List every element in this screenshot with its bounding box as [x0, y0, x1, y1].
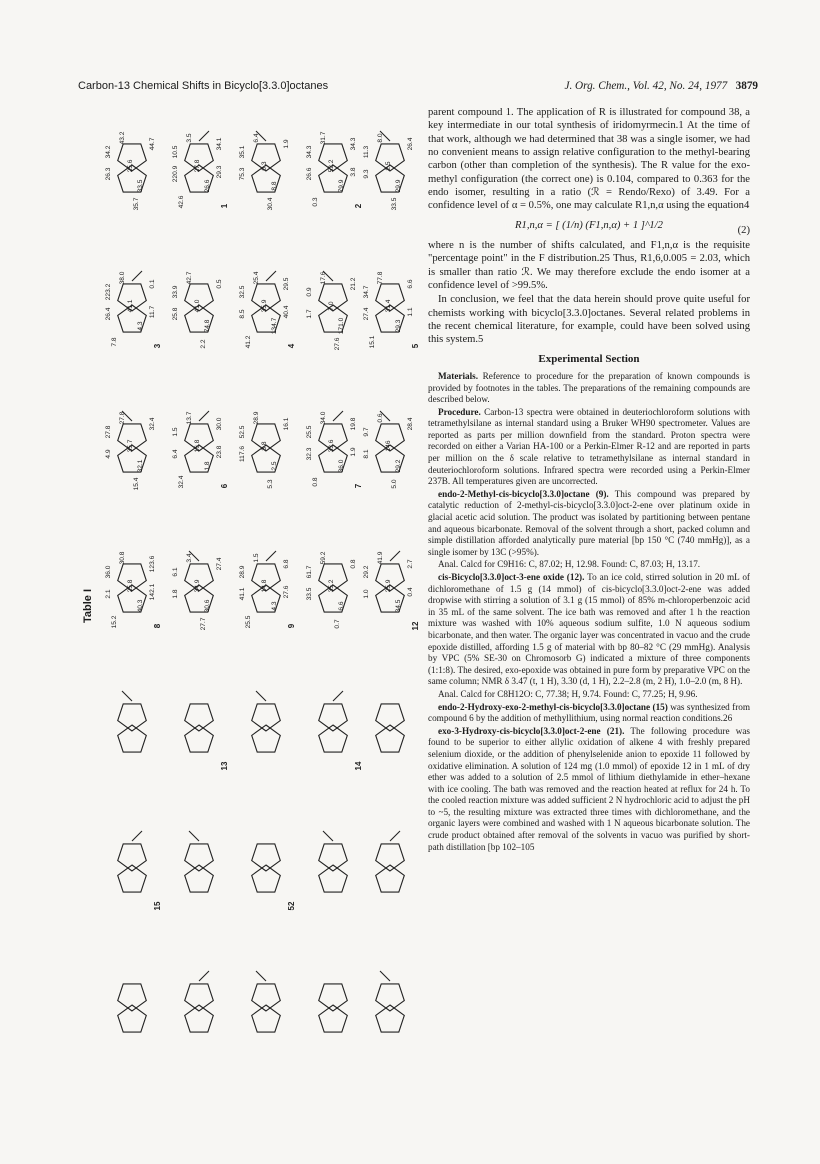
- compound-label: 8: [153, 623, 162, 629]
- ring-bottom: [319, 725, 348, 752]
- shift-value: 42.7: [186, 271, 193, 285]
- compound-label: 4: [287, 343, 296, 349]
- compound-21-lead: exo-3-Hydroxy-cis-bicyclo[3.3.0]oct-2-ene (21).: [438, 725, 625, 736]
- substituent-bond: [390, 551, 400, 561]
- ring-bottom: [376, 725, 405, 752]
- shift-value: 28.4: [407, 417, 414, 431]
- materials-lead: Materials.: [438, 370, 479, 381]
- shift-value: 1.8: [172, 589, 179, 599]
- shift-value: 21.2: [350, 277, 357, 291]
- shift-value: 8.1: [363, 449, 370, 459]
- shift-value: 16.1: [283, 417, 290, 431]
- shift-value: 33.5: [137, 179, 144, 193]
- ring-bottom: [319, 1005, 348, 1032]
- shift-value: 1.5: [172, 427, 179, 437]
- shift-value: 34.7: [363, 285, 370, 299]
- bicyclo-skeleton: [185, 704, 214, 752]
- shift-value: 29.3: [395, 319, 402, 333]
- paragraph-compound-21: [428, 726, 750, 854]
- shift-value: 26.6: [306, 167, 313, 181]
- shift-value: 6.1: [172, 567, 179, 577]
- article-text: [428, 106, 750, 854]
- shift-value: 134.7: [271, 317, 278, 335]
- shift-value: 26.4: [105, 307, 112, 321]
- shift-value: 223.2: [105, 283, 112, 301]
- shift-value: 25.8: [172, 307, 179, 321]
- shift-value: 1.0: [363, 589, 370, 599]
- shift-value: 44.7: [149, 137, 156, 151]
- shift-value: 13.7: [186, 411, 193, 425]
- ring-top: [376, 844, 405, 871]
- shift-value: 3.8: [350, 167, 357, 177]
- shift-value: 26.6: [204, 179, 211, 193]
- shift-value: 0.9: [306, 287, 313, 297]
- shift-value: 32.4: [149, 417, 156, 431]
- shift-value: 27.7: [200, 617, 207, 631]
- shift-value: 142.1: [149, 583, 156, 601]
- ring-bottom: [118, 725, 147, 752]
- substituent-bond: [333, 411, 343, 421]
- shift-value: 41.1: [127, 299, 134, 313]
- structure-table-drawing: [84, 110, 420, 1120]
- shift-value: 0.3: [261, 161, 268, 171]
- shift-value: 61.7: [306, 565, 313, 579]
- shift-value: 75.3: [239, 167, 246, 181]
- paragraph-compound-9: [428, 489, 750, 559]
- shift-value: 40.3: [137, 599, 144, 613]
- paragraph-procedure: [428, 407, 750, 488]
- bicyclo-skeleton: [185, 831, 214, 892]
- shift-value: 52.5: [239, 425, 246, 439]
- substituent-bond: [132, 271, 142, 281]
- ring-top: [118, 984, 147, 1011]
- bicyclo-skeleton: [252, 844, 281, 892]
- bicyclo-skeleton: [252, 971, 281, 1032]
- shift-value: 4.3: [271, 601, 278, 611]
- section-title: Experimental Section: [538, 352, 640, 365]
- shift-value: 42.6: [178, 195, 185, 209]
- shift-value: 43.2: [119, 131, 126, 145]
- shift-value: 6.6: [407, 279, 414, 289]
- shift-value: 32.1: [137, 459, 144, 473]
- shift-value: 8.5: [239, 309, 246, 319]
- shift-value: 1.9: [283, 139, 290, 149]
- shift-value: 2.5: [385, 161, 392, 171]
- shift-value: 28.9: [253, 411, 260, 425]
- shift-value: 29.3: [216, 165, 223, 179]
- shift-value: 10.5: [172, 145, 179, 159]
- shift-value: 11.7: [149, 305, 156, 319]
- equation-2: [428, 214, 750, 239]
- shift-value: 77.8: [377, 271, 384, 285]
- ring-top: [252, 984, 281, 1011]
- shift-value: 38.0: [119, 271, 126, 285]
- shift-value: 123.6: [149, 555, 156, 573]
- ring-bottom: [376, 865, 405, 892]
- compound-12-text: To an ice cold, stirred solution in 20 mL of dichloromethane of 1.5 g (14 mmol) of cis-bicyclo[3.3.0]oct-2-ene was added dropwise with stirring a solution of 3.1 g (15 mmol) of 85% m-chloroperbenzoic acid in 35 mL of the same solvent. The ice bath was removed and after 1 h the reaction mixture was washed with 10% aqueous sodium sulfite, 1.0 N aqueous sodium bicarbonate, and then water. The organic layer was concentrated in vacuo and the crude epoxide distilled, affording 1.5 g of material with bp 80–82 °C (29 mmHg). Analysis by VPC (5% SE-30 on Chromosorb G) indicated a mixture of three components (1:1:8). The desired, exo-epoxide was obtained in pure form by preparative VPC on the same column; NMR δ 3.47 (t, 1 H), 3.30 (d, 1 H), 2.2–2.8 (m, 2 H), 1.0–2.0 (m, 8 H).: [428, 572, 750, 687]
- procedure-lead: Procedure.: [438, 406, 481, 417]
- paragraph-materials: [428, 371, 750, 406]
- anal-compound-12: Anal. Calcd for C8H12O: C, 77.38; H, 9.74. Found: C, 77.25; H, 9.96.: [438, 688, 698, 699]
- bicyclo-skeleton: [319, 984, 348, 1032]
- shift-value: 2.5: [271, 461, 278, 471]
- substituent-bond: [199, 411, 209, 421]
- shift-value: 32.5: [239, 285, 246, 299]
- shift-value: 25.8: [127, 579, 134, 593]
- compound-label: 1: [220, 203, 229, 209]
- shift-value: 41.0: [194, 299, 201, 313]
- compound-label: 12: [411, 621, 420, 631]
- shift-value: 33.6: [328, 439, 335, 453]
- shift-value: 35.9: [261, 299, 268, 313]
- shift-value: 27.4: [363, 307, 370, 321]
- bicyclo-skeleton: [185, 971, 214, 1032]
- materials-text: Reference to procedure for the preparation of known compounds is provided by footnotes in the tables. The preparations of the remaining compounds are described below.: [428, 370, 750, 405]
- shift-value: 29.5: [283, 277, 290, 291]
- shift-value: 35.1: [239, 145, 246, 159]
- compound-15-lead: endo-2-Hydroxy-exo-2-methyl-cis-bicyclo[3.3.0]octane (15): [438, 701, 668, 712]
- shift-value: 29.2: [363, 565, 370, 579]
- shift-value: 25.4: [253, 271, 260, 285]
- shift-value: 171.0: [338, 317, 345, 335]
- paragraph-where: where n is the number of shifts calculated, and F1,n,α is the requisite "percentage point" in the F distribution.25 Thus, R1,6,0.005 = 2.03, which is smaller than ratio ℛ. We may therefore exclude the endo isomer at a confidence level of >99.5%.: [428, 239, 750, 291]
- ring-bottom: [185, 725, 214, 752]
- shift-value: 34.1: [216, 137, 223, 151]
- shift-value: 34.9: [194, 579, 201, 593]
- shift-value: 27.8: [119, 411, 126, 425]
- ring-top: [376, 984, 405, 1011]
- shift-value: 0.7: [334, 619, 341, 629]
- shift-value: 31.4: [385, 299, 392, 313]
- substituent-bond: [380, 971, 390, 981]
- shift-value: 30.0: [216, 417, 223, 431]
- shift-value: 1.9: [350, 447, 357, 457]
- shift-value: 27.8: [105, 425, 112, 439]
- paragraph-compound-12: [428, 572, 750, 688]
- shift-value: 35.2: [328, 579, 335, 593]
- shift-value: 41.9: [377, 551, 384, 565]
- shift-value: 0.3: [312, 197, 319, 207]
- shift-value: 31.7: [320, 131, 327, 145]
- shift-value: 34.3: [306, 145, 313, 159]
- shift-value: 6.4: [253, 133, 260, 143]
- running-title: Carbon-13 Chemical Shifts in Bicyclo[3.3.0]octanes: [78, 80, 329, 92]
- bicyclo-skeleton: [319, 691, 348, 752]
- shift-value: 0.4: [407, 587, 414, 597]
- shift-value: 4.3: [137, 321, 144, 331]
- ring-top: [118, 704, 147, 731]
- compound-label: 3: [153, 343, 162, 349]
- procedure-text: Carbon-13 spectra were obtained in deuteriochloroform solutions with tetramethylsilane as internal standard using a Bruker WH90 spectrometer. Values are reported as parts per million downfield from the standard. Proton spectra were recorded on either a Varian HA-100 or a Perkin-Elmer R-12 and are reported in parts per million on the δ scale relative to tetramethylsilane as internal standard in deuteriochloroform solutions. Infrared spectra were recorded using a Perkin-Elmer 237B. All temperatures given are uncorrected.: [428, 406, 750, 487]
- bicyclo-skeleton: [376, 831, 405, 892]
- shift-value: 35.7: [133, 197, 140, 211]
- compound-label: 14: [354, 761, 363, 771]
- bicyclo-skeleton: [118, 691, 147, 752]
- compound-label: 9: [287, 623, 296, 629]
- ring-bottom: [118, 865, 147, 892]
- substituent-bond: [132, 831, 142, 841]
- ring-top: [185, 704, 214, 731]
- compound-21-text: The following procedure was found to be superior to either allylic oxidation of alkene 4 with freshly prepared selenium dioxide, or the addition of phenylselenide anion to epoxide 11 followed by oxidative elimination. A solution of 124 mg (1.0 mmol) of epoxide 12 in 1 mL of dry ether was added to a solution of 2.5 mmol of lithium diethylamide in ether–hexane with ice cooling. The bath was removed and the reaction heated at reflux for 24 h. To the cooled reaction mixture was added sufficient 2 N hydrochloric acid to adjust the pH to ~5, the resulting mixture was extracted three times with dichloromethane, and the organic layers were combined and washed with 1 N aqueous bicarbonate solution. The crude product obtained after removal of the solvents in vacuo was purified by short-path distillation [bp 102–105: [428, 725, 750, 852]
- compound-label: 5: [411, 343, 420, 349]
- ring-bottom: [252, 1005, 281, 1032]
- shift-value: 0.8: [312, 477, 319, 487]
- shift-value: 29.9: [395, 179, 402, 193]
- page-header: [78, 80, 758, 100]
- shift-value: 34.5: [395, 599, 402, 613]
- compound-15-text: was synthesized from compound 6 by the addition of methyllithium, using normal reaction conditions.26: [428, 701, 751, 724]
- ring-top: [319, 844, 348, 871]
- shift-value: 0.6: [377, 413, 384, 423]
- shift-value: 14.8: [261, 579, 268, 593]
- shift-value: 41.1: [239, 587, 246, 601]
- shift-value: 6.6: [338, 601, 345, 611]
- shift-value: 8.8: [271, 181, 278, 191]
- bicyclo-skeleton: [252, 691, 281, 752]
- shift-value: 33.9: [172, 285, 179, 299]
- shift-value: 4.9: [105, 449, 112, 459]
- shift-value: 11.3: [363, 145, 370, 159]
- ring-bottom: [185, 865, 214, 892]
- compound-12-lead: cis-Bicyclo[3.3.0]oct-3-ene oxide (12).: [438, 572, 585, 582]
- shift-value: 36.0: [105, 565, 112, 579]
- substituent-bond: [122, 691, 132, 701]
- shift-value: 30.6: [204, 599, 211, 613]
- shift-value: 3.4: [186, 553, 193, 563]
- shift-value: 35.7: [127, 439, 134, 453]
- ring-top: [319, 984, 348, 1011]
- shift-value: 34.0: [320, 411, 327, 425]
- shift-value: 0.8: [350, 559, 357, 569]
- ring-bottom: [252, 725, 281, 752]
- shift-value: 40.4: [283, 305, 290, 319]
- shift-value: 1.8: [204, 461, 211, 471]
- anal-compound-9: Anal. Calcd for C9H16: C, 87.02; H, 12.98. Found: C, 87.03; H, 13.17.: [438, 559, 701, 570]
- substituent-bond: [199, 971, 209, 981]
- shift-value: 27.6: [283, 585, 290, 599]
- shift-value: 29.2: [395, 459, 402, 473]
- shift-value: 15.1: [369, 335, 376, 349]
- ring-top: [252, 704, 281, 731]
- shift-value: 1.5: [253, 553, 260, 563]
- journal-name: J. Org. Chem., Vol. 42, No. 24, 1977: [564, 80, 728, 92]
- paragraph-conclusion: In conclusion, we feel that the data herein should prove quite useful for chemists working with bicyclo[3.3.0]octanes. Several related problems in the recent chemical literature, for example, could have been solved using this system.5: [428, 294, 750, 346]
- ring-top: [252, 844, 281, 871]
- paragraph-compound-15: [428, 702, 750, 725]
- ring-top: [185, 984, 214, 1011]
- compound-label: 2: [354, 203, 363, 209]
- substituent-bond: [333, 691, 343, 701]
- shift-value: 32.4: [178, 475, 185, 489]
- ring-bottom: [118, 1005, 147, 1032]
- shift-value: 6.8: [283, 559, 290, 569]
- substituent-bond: [266, 551, 276, 561]
- shift-value: 79.9: [338, 179, 345, 193]
- shift-value: 30.8: [119, 551, 126, 565]
- substituent-bond: [256, 971, 266, 981]
- shift-value: 26.4: [407, 137, 414, 151]
- shift-value: 52.2: [328, 159, 335, 173]
- shift-value: 27.6: [334, 337, 341, 351]
- substituent-bond: [199, 131, 209, 141]
- compound-label: 15: [153, 901, 162, 911]
- compound-label: 13: [220, 761, 229, 771]
- bicyclo-skeleton: [376, 704, 405, 752]
- shift-value: 25.5: [245, 615, 252, 629]
- structure-table: [84, 110, 420, 1120]
- shift-value: 9.7: [363, 427, 370, 437]
- bicyclo-skeleton: [118, 984, 147, 1032]
- compound-label: 7: [354, 483, 363, 489]
- shift-value: 27.4: [216, 557, 223, 571]
- shift-value: 34.2: [105, 145, 112, 159]
- shift-value: 26.3: [105, 167, 112, 181]
- journal-citation: [565, 80, 759, 92]
- shift-value: 2.2: [200, 339, 207, 349]
- ring-top: [118, 844, 147, 871]
- table-label: Table I: [82, 588, 94, 624]
- shift-value: 1.1: [407, 307, 414, 317]
- shift-value: 7.8: [111, 337, 118, 347]
- substituent-bond: [390, 831, 400, 841]
- ring-bottom: [185, 1005, 214, 1032]
- shift-value: 8.0: [377, 133, 384, 143]
- shift-value: 7.0: [328, 301, 335, 311]
- shift-value: 36.0: [338, 459, 345, 473]
- equation-number: (2): [737, 224, 750, 236]
- shift-value: 19.8: [350, 417, 357, 431]
- shift-value: 5.0: [391, 479, 398, 489]
- shift-value: 25.9: [385, 579, 392, 593]
- equation-body: R1,n,α = [ (1/n) (F1,n,α) + 1 ]^1/2: [515, 219, 663, 231]
- shift-value: 27.8: [194, 159, 201, 173]
- shift-value: 30.4: [267, 197, 274, 211]
- shift-value: 25.6: [127, 159, 134, 173]
- shift-value: 9.3: [363, 169, 370, 179]
- shift-value: 2.1: [105, 589, 112, 599]
- compound-label: 52: [287, 901, 296, 911]
- ring-top: [319, 704, 348, 731]
- shift-value: 220.9: [172, 165, 179, 183]
- shift-value: 32.3: [306, 447, 313, 461]
- compound-9-lead: endo-2-Methyl-cis-bicyclo[3.3.0]octane (9).: [438, 488, 609, 499]
- shift-value: 59.2: [320, 551, 327, 565]
- shift-value: 3.5: [186, 133, 193, 143]
- ring-bottom: [252, 865, 281, 892]
- paragraph-intro: parent compound 1. The application of R is illustrated for compound 38, a key intermediate in our total synthesis of iridomyrmecin.1 At the time of that work, although we had determined that 38 was a single isomer, we had no convenient means to assign relative configuration to the methyl-bearing carbon (other than completion of the synthesis). The R value for the exo-methyl configuration (the correct one) is 0.104, compared to 0.363 for the endo isomer, resulting in a ratio (ℛ = Rendo/Rexo) of 3.49. For a confidence level of α = 0.5%, one may calculate R1,n,α using the equation4: [428, 107, 750, 212]
- page-number: 3879: [735, 80, 758, 92]
- shift-value: 117.6: [239, 445, 246, 463]
- bicyclo-skeleton: [376, 971, 405, 1032]
- shift-value: 3.8: [261, 441, 268, 451]
- shift-value: 0.5: [216, 279, 223, 289]
- shift-value: 33.5: [306, 587, 313, 601]
- ring-top: [185, 844, 214, 871]
- shift-value: 33.5: [391, 197, 398, 211]
- shift-value: 2.7: [407, 559, 414, 569]
- shift-value: 23.8: [216, 445, 223, 459]
- ring-top: [376, 704, 405, 731]
- shift-value: 25.5: [306, 425, 313, 439]
- shift-value: 34.3: [350, 137, 357, 151]
- ring-bottom: [319, 865, 348, 892]
- bicyclo-skeleton: [319, 831, 348, 892]
- shift-value: 146: [385, 440, 392, 452]
- substituent-bond: [256, 691, 266, 701]
- shift-value: 17.6: [320, 271, 327, 285]
- compound-label: 6: [220, 483, 229, 489]
- substituent-bond: [266, 271, 276, 281]
- shift-value: 5.3: [267, 479, 274, 489]
- shift-value: 15.2: [111, 615, 118, 629]
- ring-bottom: [376, 1005, 405, 1032]
- substituent-bond: [323, 831, 333, 841]
- shift-value: 6.4: [172, 449, 179, 459]
- substituent-bond: [189, 831, 199, 841]
- compound-9-text: This compound was prepared by catalytic reduction of 2-methyl-cis-bicyclo[3.3.0]oct-2-ene over platinum oxide in glacial acetic acid solution. The product was isolated by partitioning between pentane and aqueous bicarbonate. Removal of the solvent through a short, packed column and simple distillation afforded analytically pure material [bp 150 °C (740 mmHg)], as a single isomer by 13C (>95%).: [428, 488, 750, 557]
- shift-value: 41.2: [245, 335, 252, 349]
- shift-value: 0.1: [149, 279, 156, 289]
- shift-value: 16.8: [194, 439, 201, 453]
- shift-value: 15.4: [133, 477, 140, 491]
- shift-value: 74.8: [204, 319, 211, 333]
- shift-value: 28.9: [239, 565, 246, 579]
- shift-value: 1.7: [306, 309, 313, 319]
- bicyclo-skeleton: [118, 831, 147, 892]
